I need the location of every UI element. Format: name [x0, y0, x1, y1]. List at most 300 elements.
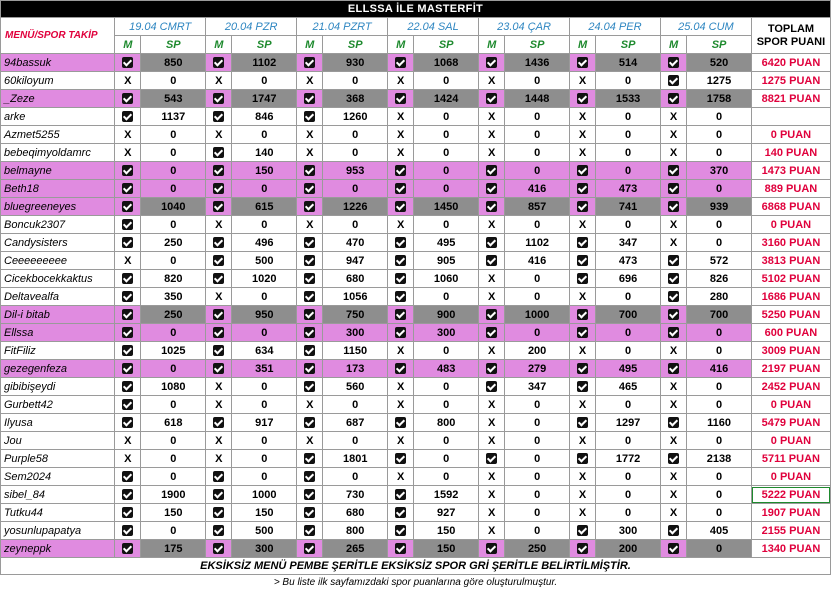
checkbox-checked-icon: [122, 111, 133, 122]
sport-points-cell: 470: [323, 234, 388, 252]
checkbox-checked-icon: [304, 183, 315, 194]
sport-points-cell: 496: [232, 234, 297, 252]
x-mark-icon: X: [306, 146, 314, 159]
sport-points-cell: 0: [323, 144, 388, 162]
menu-done-cell: [479, 324, 505, 342]
total-points-cell: 8821 PUAN: [751, 90, 830, 108]
member-name: Deltavealfa: [1, 288, 115, 306]
menu-done-cell: [115, 180, 141, 198]
sport-points-cell: 0: [596, 288, 661, 306]
corner-label: MENÜ/SPOR TAKİP: [1, 18, 115, 54]
checkbox-checked-icon: [122, 471, 133, 482]
table-row: [1, 288, 831, 306]
checkbox-checked-icon: [122, 291, 133, 302]
menu-missed-cell: [479, 108, 505, 126]
x-mark-icon: X: [669, 128, 678, 141]
checkbox-checked-icon: [304, 543, 315, 554]
sport-points-cell: 173: [323, 360, 388, 378]
x-mark-icon: X: [124, 128, 132, 141]
sport-column-header: SP: [232, 36, 297, 54]
menu-missed-cell: [479, 396, 505, 414]
checkbox-checked-icon: [395, 93, 406, 104]
checkbox-checked-icon: [213, 489, 224, 500]
menu-done-cell: [297, 450, 323, 468]
sport-points-cell: 1772: [596, 450, 661, 468]
sport-points-cell: 1040: [141, 198, 206, 216]
sport-column-header: SP: [505, 36, 570, 54]
checkbox-checked-icon: [213, 507, 224, 518]
checkbox-checked-icon: [395, 57, 406, 68]
member-name: Jou: [1, 432, 115, 450]
menu-done-cell: [206, 180, 232, 198]
sport-points-cell: 0: [414, 126, 479, 144]
menu-done-cell: [297, 234, 323, 252]
sport-points-cell: 0: [323, 396, 388, 414]
x-mark-icon: X: [124, 74, 132, 87]
menu-missed-cell: [660, 216, 686, 234]
sport-points-cell: 0: [414, 216, 479, 234]
menu-done-cell: [115, 522, 141, 540]
sport-points-cell: 1150: [323, 342, 388, 360]
sport-points-cell: 1020: [232, 270, 297, 288]
member-name: Candysisters: [1, 234, 115, 252]
menu-done-cell: [569, 414, 595, 432]
menu-done-cell: [115, 360, 141, 378]
member-name: arke: [1, 108, 115, 126]
checkbox-checked-icon: [395, 309, 406, 320]
x-mark-icon: X: [397, 128, 405, 141]
menu-missed-cell: [479, 504, 505, 522]
x-mark-icon: X: [397, 434, 405, 447]
sport-points-cell: 0: [414, 108, 479, 126]
menu-missed-cell: [569, 72, 595, 90]
menu-missed-cell: [206, 378, 232, 396]
x-mark-icon: X: [578, 146, 587, 159]
sport-points-cell: 0: [141, 126, 206, 144]
sport-points-cell: 0: [505, 468, 570, 486]
sport-points-cell: 347: [596, 234, 661, 252]
menu-done-cell: [660, 198, 686, 216]
member-name: gezegenfeza: [1, 360, 115, 378]
x-mark-icon: X: [397, 380, 405, 393]
sport-column-header: SP: [596, 36, 661, 54]
checkbox-checked-icon: [395, 183, 406, 194]
checkbox-checked-icon: [213, 183, 224, 194]
menu-done-cell: [388, 504, 414, 522]
x-mark-icon: X: [487, 416, 496, 429]
x-mark-icon: X: [669, 344, 678, 357]
total-points-cell: 3009 PUAN: [751, 342, 830, 360]
checkbox-checked-icon: [395, 417, 406, 428]
menu-done-cell: [569, 198, 595, 216]
checkbox-checked-icon: [668, 417, 679, 428]
checkbox-checked-icon: [486, 93, 497, 104]
sport-points-cell: 680: [323, 270, 388, 288]
menu-missed-cell: [115, 252, 141, 270]
checkbox-checked-icon: [213, 165, 224, 176]
sport-points-cell: 696: [596, 270, 661, 288]
sport-points-cell: 1900: [141, 486, 206, 504]
x-mark-icon: X: [487, 74, 496, 87]
sport-points-cell: 846: [232, 108, 297, 126]
date-header: 24.04 PER: [569, 18, 660, 36]
checkbox-checked-icon: [395, 453, 406, 464]
menu-done-cell: [206, 108, 232, 126]
sport-points-cell: 0: [596, 504, 661, 522]
menu-done-cell: [206, 468, 232, 486]
menu-missed-cell: [569, 396, 595, 414]
x-mark-icon: X: [124, 434, 132, 447]
x-mark-icon: X: [124, 254, 132, 267]
sport-points-cell: 0: [687, 126, 752, 144]
menu-done-cell: [388, 360, 414, 378]
menu-done-cell: [206, 144, 232, 162]
sport-points-cell: 0: [505, 396, 570, 414]
menu-missed-cell: [297, 72, 323, 90]
menu-done-cell: [660, 54, 686, 72]
checkbox-checked-icon: [213, 525, 224, 536]
sport-points-cell: 250: [141, 234, 206, 252]
sport-points-cell: 0: [687, 234, 752, 252]
sport-points-cell: 0: [323, 126, 388, 144]
sport-points-cell: 0: [505, 522, 570, 540]
x-mark-icon: X: [397, 74, 405, 87]
sport-points-cell: 0: [414, 180, 479, 198]
x-mark-icon: X: [487, 218, 496, 231]
menu-done-cell: [388, 540, 414, 558]
menu-done-cell: [660, 414, 686, 432]
date-header: 21.04 PZRT: [297, 18, 388, 36]
sport-column-header: SP: [687, 36, 752, 54]
menu-done-cell: [115, 378, 141, 396]
sport-points-cell: 0: [596, 144, 661, 162]
sport-points-cell: 857: [505, 198, 570, 216]
sport-points-cell: 370: [687, 162, 752, 180]
checkbox-checked-icon: [668, 309, 679, 320]
menu-done-cell: [388, 288, 414, 306]
sport-points-cell: 0: [141, 162, 206, 180]
sport-points-cell: 0: [596, 216, 661, 234]
menu-done-cell: [206, 486, 232, 504]
sport-points-cell: 1436: [505, 54, 570, 72]
sport-points-cell: 250: [141, 306, 206, 324]
sport-points-cell: 465: [596, 378, 661, 396]
x-mark-icon: X: [306, 128, 314, 141]
menu-done-cell: [115, 540, 141, 558]
member-name: Boncuk2307: [1, 216, 115, 234]
checkbox-checked-icon: [395, 273, 406, 284]
total-points-cell: 0 PUAN: [751, 432, 830, 450]
menu-done-cell: [297, 378, 323, 396]
member-name: Ilyusa: [1, 414, 115, 432]
total-points-cell: 600 PUAN: [751, 324, 830, 342]
menu-done-cell: [388, 252, 414, 270]
checkbox-checked-icon: [577, 93, 588, 104]
sport-points-cell: 0: [232, 126, 297, 144]
menu-done-cell: [297, 288, 323, 306]
menu-missed-cell: [115, 450, 141, 468]
menu-done-cell: [206, 522, 232, 540]
checkbox-checked-icon: [122, 57, 133, 68]
sport-points-cell: 1102: [505, 234, 570, 252]
menu-done-cell: [569, 54, 595, 72]
sport-points-cell: 0: [232, 432, 297, 450]
checkbox-checked-icon: [304, 237, 315, 248]
sport-points-cell: 0: [414, 342, 479, 360]
sport-points-cell: 905: [414, 252, 479, 270]
sport-column-header: SP: [141, 36, 206, 54]
sport-points-cell: 680: [323, 504, 388, 522]
menu-done-cell: [115, 288, 141, 306]
checkbox-checked-icon: [213, 147, 224, 158]
checkbox-checked-icon: [213, 255, 224, 266]
checkbox-checked-icon: [304, 111, 315, 122]
sport-points-cell: 0: [596, 432, 661, 450]
member-name: FitFiliz: [1, 342, 115, 360]
checkbox-checked-icon: [577, 183, 588, 194]
menu-done-cell: [479, 306, 505, 324]
menu-done-cell: [660, 180, 686, 198]
sport-points-cell: 0: [505, 162, 570, 180]
menu-missed-cell: [297, 126, 323, 144]
x-mark-icon: X: [124, 452, 132, 465]
x-mark-icon: X: [669, 146, 678, 159]
sport-points-cell: 0: [505, 126, 570, 144]
x-mark-icon: X: [578, 434, 587, 447]
total-points-cell: 2452 PUAN: [751, 378, 830, 396]
sport-points-cell: 0: [687, 108, 752, 126]
sport-points-cell: 473: [596, 252, 661, 270]
table-row: [1, 324, 831, 342]
x-mark-icon: X: [306, 74, 314, 87]
checkbox-checked-icon: [213, 417, 224, 428]
sport-points-cell: 0: [596, 126, 661, 144]
sport-points-cell: 175: [141, 540, 206, 558]
sport-points-cell: 405: [687, 522, 752, 540]
menu-done-cell: [297, 270, 323, 288]
x-mark-icon: X: [215, 74, 223, 87]
sport-points-cell: 150: [141, 504, 206, 522]
sport-points-cell: 1758: [687, 90, 752, 108]
table-row: [1, 486, 831, 504]
checkbox-checked-icon: [668, 363, 679, 374]
x-mark-icon: X: [487, 488, 496, 501]
checkbox-checked-icon: [213, 327, 224, 338]
sport-points-cell: 265: [323, 540, 388, 558]
checkbox-checked-icon: [122, 201, 133, 212]
sport-column-header: SP: [323, 36, 388, 54]
sport-points-cell: 0: [141, 216, 206, 234]
sport-points-cell: 0: [232, 216, 297, 234]
checkbox-checked-icon: [395, 543, 406, 554]
checkbox-checked-icon: [668, 273, 679, 284]
x-mark-icon: X: [306, 434, 314, 447]
menu-done-cell: [388, 234, 414, 252]
x-mark-icon: X: [397, 110, 405, 123]
checkbox-checked-icon: [304, 507, 315, 518]
menu-done-cell: [297, 504, 323, 522]
x-mark-icon: X: [578, 488, 587, 501]
sport-points-cell: 0: [232, 324, 297, 342]
menu-missed-cell: [388, 468, 414, 486]
menu-done-cell: [479, 252, 505, 270]
menu-done-cell: [479, 180, 505, 198]
sport-points-cell: 1260: [323, 108, 388, 126]
sport-points-cell: 0: [687, 468, 752, 486]
member-name: 94bassuk: [1, 54, 115, 72]
sport-points-cell: 0: [687, 486, 752, 504]
checkbox-checked-icon: [122, 417, 133, 428]
menu-done-cell: [660, 90, 686, 108]
total-points-cell: 1275 PUAN: [751, 72, 830, 90]
checkbox-checked-icon: [122, 183, 133, 194]
menu-column-header: M: [479, 36, 505, 54]
checkbox-checked-icon: [577, 453, 588, 464]
sport-points-cell: 939: [687, 198, 752, 216]
menu-done-cell: [115, 306, 141, 324]
menu-done-cell: [388, 306, 414, 324]
total-points-cell: 5479 PUAN: [751, 414, 830, 432]
checkbox-checked-icon: [668, 525, 679, 536]
table-row: [1, 126, 831, 144]
menu-missed-cell: [569, 432, 595, 450]
total-points-cell: 0 PUAN: [751, 468, 830, 486]
sport-points-cell: 416: [687, 360, 752, 378]
checkbox-checked-icon: [213, 93, 224, 104]
menu-missed-cell: [388, 144, 414, 162]
table-row: [1, 198, 831, 216]
table-row: [1, 252, 831, 270]
menu-missed-cell: [569, 342, 595, 360]
menu-column-header: M: [297, 36, 323, 54]
menu-done-cell: [388, 54, 414, 72]
menu-done-cell: [388, 198, 414, 216]
member-name: gibibişeydi: [1, 378, 115, 396]
sport-points-cell: 1801: [323, 450, 388, 468]
sport-points-cell: 0: [505, 108, 570, 126]
menu-done-cell: [297, 522, 323, 540]
x-mark-icon: X: [487, 290, 496, 303]
sport-points-cell: 953: [323, 162, 388, 180]
menu-missed-cell: [479, 216, 505, 234]
checkbox-checked-icon: [304, 291, 315, 302]
menu-missed-cell: [660, 432, 686, 450]
x-mark-icon: X: [124, 146, 132, 159]
table-row: [1, 468, 831, 486]
table-row: [1, 144, 831, 162]
menu-missed-cell: [479, 270, 505, 288]
menu-missed-cell: [569, 486, 595, 504]
sport-points-cell: 0: [505, 288, 570, 306]
sport-points-cell: 495: [596, 360, 661, 378]
menu-missed-cell: [569, 126, 595, 144]
sport-points-cell: 0: [141, 522, 206, 540]
member-name: Beth18: [1, 180, 115, 198]
sport-points-cell: 826: [687, 270, 752, 288]
menu-done-cell: [479, 54, 505, 72]
menu-missed-cell: [206, 450, 232, 468]
x-mark-icon: X: [487, 506, 496, 519]
menu-done-cell: [297, 486, 323, 504]
table-row: [1, 108, 831, 126]
table-row: [1, 360, 831, 378]
sport-points-cell: 0: [596, 324, 661, 342]
menu-done-cell: [297, 342, 323, 360]
sport-points-cell: 900: [414, 306, 479, 324]
sport-points-cell: 750: [323, 306, 388, 324]
menu-missed-cell: [388, 126, 414, 144]
x-mark-icon: X: [215, 434, 223, 447]
menu-column-header: M: [660, 36, 686, 54]
member-name: belmayne: [1, 162, 115, 180]
menu-done-cell: [206, 270, 232, 288]
menu-done-cell: [388, 90, 414, 108]
checkbox-checked-icon: [304, 255, 315, 266]
menu-missed-cell: [479, 144, 505, 162]
member-name: Ceeeeeeeee: [1, 252, 115, 270]
x-mark-icon: X: [487, 146, 496, 159]
x-mark-icon: X: [669, 380, 678, 393]
menu-done-cell: [206, 360, 232, 378]
sport-points-cell: 500: [232, 252, 297, 270]
sport-points-cell: 927: [414, 504, 479, 522]
menu-done-cell: [206, 414, 232, 432]
menu-missed-cell: [206, 396, 232, 414]
checkbox-checked-icon: [213, 309, 224, 320]
table-row: [1, 306, 831, 324]
member-name: 60kiloyum: [1, 72, 115, 90]
menu-column-header: M: [388, 36, 414, 54]
x-mark-icon: X: [215, 398, 223, 411]
checkbox-checked-icon: [213, 111, 224, 122]
menu-missed-cell: [660, 378, 686, 396]
menu-done-cell: [569, 360, 595, 378]
x-mark-icon: X: [487, 434, 496, 447]
table-row: [1, 162, 831, 180]
sheet-title: ELLSSA İLE MASTERFİT: [1, 1, 831, 18]
sport-points-cell: 1424: [414, 90, 479, 108]
menu-missed-cell: [660, 144, 686, 162]
menu-done-cell: [388, 180, 414, 198]
menu-done-cell: [115, 468, 141, 486]
table-row: [1, 378, 831, 396]
checkbox-checked-icon: [577, 309, 588, 320]
sport-points-cell: 543: [141, 90, 206, 108]
menu-missed-cell: [569, 468, 595, 486]
menu-done-cell: [206, 54, 232, 72]
menu-done-cell: [569, 90, 595, 108]
menu-missed-cell: [479, 414, 505, 432]
menu-missed-cell: [206, 288, 232, 306]
sport-points-cell: 0: [414, 72, 479, 90]
member-name: Purple58: [1, 450, 115, 468]
checkbox-checked-icon: [304, 345, 315, 356]
total-points-cell: 2197 PUAN: [751, 360, 830, 378]
date-header: 19.04 CMRT: [115, 18, 206, 36]
checkbox-checked-icon: [122, 309, 133, 320]
x-mark-icon: X: [669, 434, 678, 447]
menu-done-cell: [297, 360, 323, 378]
checkbox-checked-icon: [395, 507, 406, 518]
total-header: [751, 18, 830, 54]
sport-points-cell: 520: [687, 54, 752, 72]
date-header: 25.04 CUM: [660, 18, 751, 36]
member-name: _Zeze: [1, 90, 115, 108]
sport-points-cell: 1592: [414, 486, 479, 504]
menu-done-cell: [115, 414, 141, 432]
sport-points-cell: 618: [141, 414, 206, 432]
x-mark-icon: X: [487, 272, 496, 285]
